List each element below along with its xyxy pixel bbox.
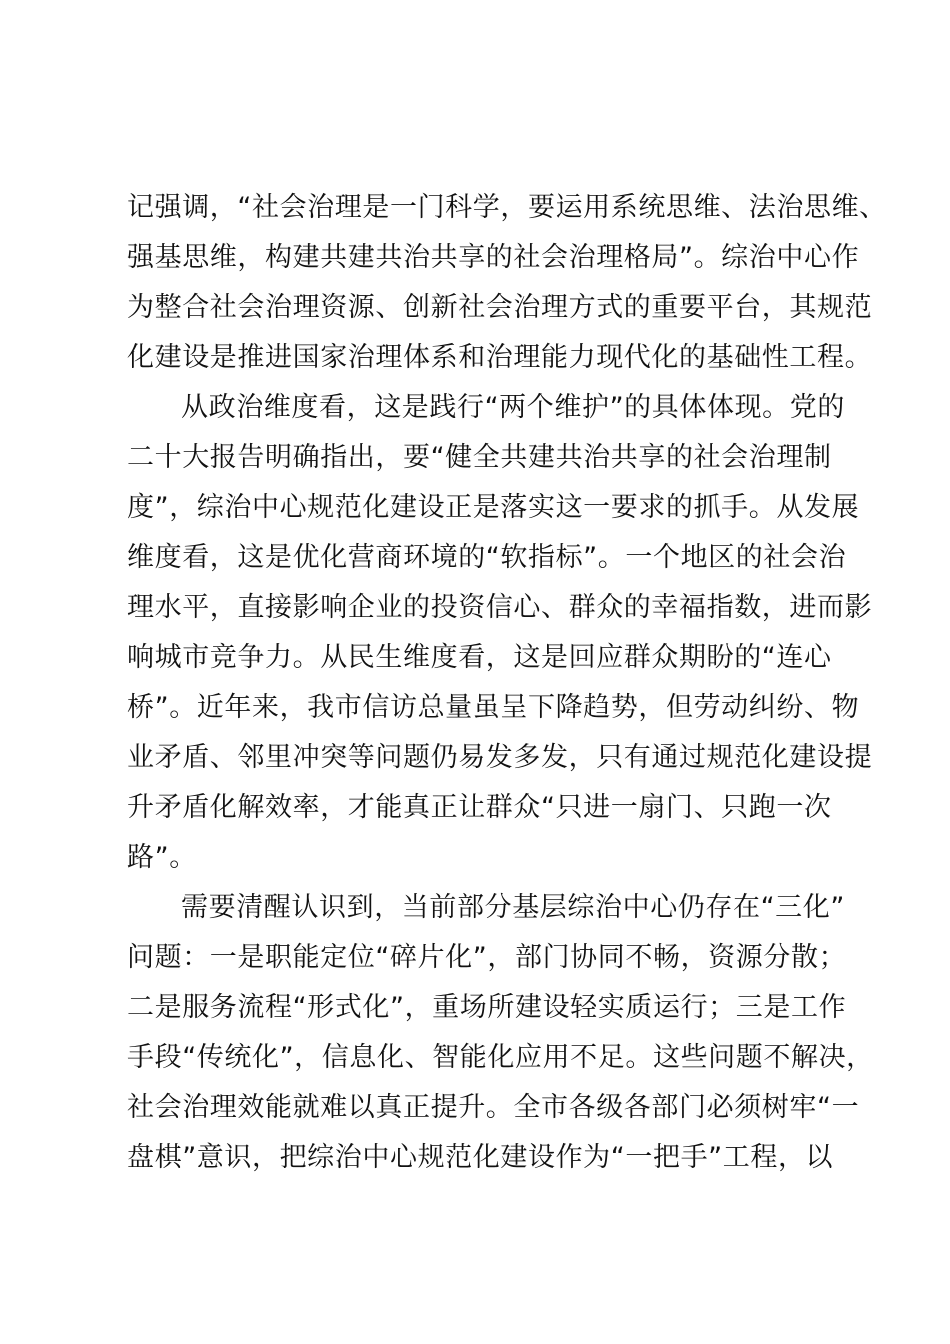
text-line: 二是服务流程“形式化”，重场所建设轻实质运行；三是工作: [127, 992, 847, 1023]
document-body: [127, 183, 887, 1183]
text-line: 响城市竞争力。从民生维度看，这是回应群众期盼的“连心: [127, 642, 832, 673]
text-line: 手段“传统化”，信息化、智能化应用不足。这些问题不解决，: [127, 1042, 874, 1073]
text-line: 升矛盾化解效率，才能真正让群众“只进一扇门、只跑一次: [127, 792, 832, 823]
paragraph-first-line: 从政治维度看，这是践行“两个维护”的具体体现。党的: [181, 392, 845, 423]
text-line: 理水平，直接影响企业的投资信心、群众的幸福指数，进而影: [127, 592, 873, 623]
paragraph-first-line: 需要清醒认识到，当前部分基层综治中心仍存在“三化”: [181, 892, 845, 923]
text-line: 桥”。近年来，我市信访总量虽呈下降趋势，但劳动纠纷、物: [127, 692, 860, 723]
text-line: 社会治理效能就难以真正提升。全市各级各部门必须树牢“一: [127, 1092, 860, 1123]
text-line: 盘棋”意识，把综治中心规范化建设作为“一把手”工程，以: [127, 1142, 834, 1173]
text-line: 度”，综治中心规范化建设正是落实这一要求的抓手。从发展: [127, 492, 860, 523]
text-line: 业矛盾、邻里冲突等问题仍易发多发，只有通过规范化建设提: [127, 742, 873, 773]
text-line: 为整合社会治理资源、创新社会治理方式的重要平台，其规范: [127, 292, 873, 323]
text-line: 问题：一是职能定位“碎片化”，部门协同不畅，资源分散；: [127, 942, 847, 973]
text-line: 二十大报告明确指出，要“健全共建共治共享的社会治理制: [127, 442, 832, 473]
text-line: 强基思维，构建共建共治共享的社会治理格局”。综治中心作: [127, 242, 860, 273]
text-line: 记强调，“社会治理是一门科学，要运用系统思维、法治思维、: [127, 192, 887, 223]
text-line: 化建设是推进国家治理体系和治理能力现代化的基础性工程。: [127, 342, 873, 373]
text-line: 维度看，这是优化营商环境的“软指标”。一个地区的社会治: [127, 542, 847, 573]
text-line: 路”。: [127, 842, 197, 873]
